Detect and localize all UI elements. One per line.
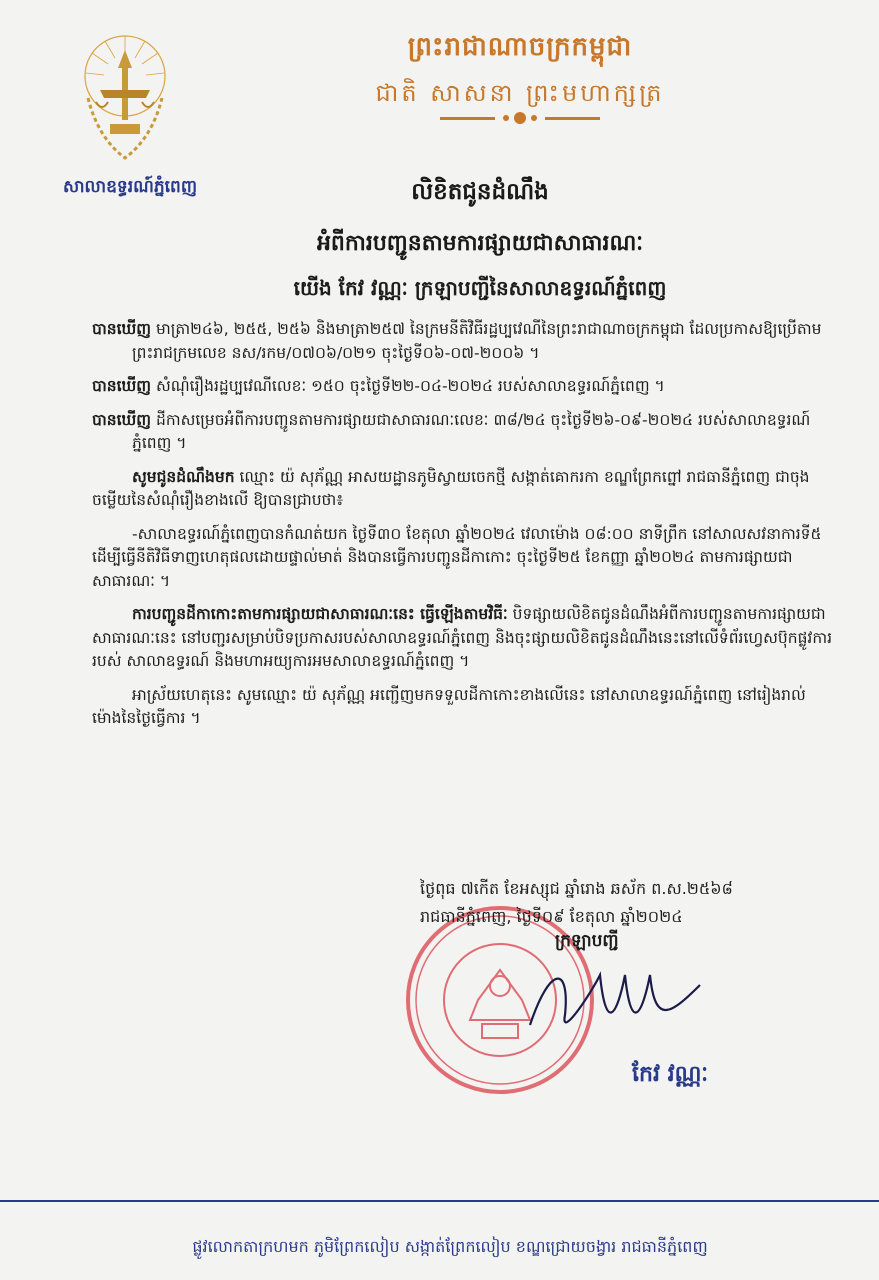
- paragraph-text: ឈ្មោះ យ៉ សុភ័ណ្ណ អាសយដ្ឋានភូមិស្វាយចេកថ្មី សង្កាត់គោករកា ខណ្ឌព្រែកព្នៅ រាជធានីភ្នំពេញ ជាចុងចម្លើយនៃសំណុំរឿងខាងលើ ឱ្យបានជ្រាបថា៖: [92, 467, 810, 509]
- signer-name: កែវ វណ្ណៈ: [632, 1061, 709, 1087]
- paragraph-5: -សាលាឧទ្ធរណ៍ភ្នំពេញបានកំណត់យក ថ្ងៃទី៣០ ខែតុលា ឆ្នាំ២០២៤ វេលាម៉ោង ០៨:០០ នាទីព្រឹក នៅសាលសវនាការទី៥ ដើម្បីធ្វើនីតិវិធីទាញហេតុផលដោយផ្ទាល់មាត់ និងបានធ្វើការបញ្ជូនដីកាកោះ ចុះថ្ងៃទី២៥ ខែកញ្ញា ឆ្នាំ២០២៤ តាមការផ្សាយជាសាធារណៈ ។: [92, 524, 822, 590]
- keyword: ការបញ្ជូនដីកាកោះតាមការផ្សាយជាសាធារណៈនេះ ធ្វើឡើងតាមវិធីៈ: [132, 605, 508, 623]
- paragraph-7: អាស្រ័យហេតុនេះ សូមឈ្មោះ យ៉ សុភ័ណ្ណ អញ្ជើញមកទទួលដីកាកោះខាងលើនេះ នៅសាលាឧទ្ធរណ៍ភ្នំពេញ នៅរៀងរាល់ម៉ោងនៃថ្ងៃធ្វើការ ។: [92, 685, 806, 727]
- issue-date: រាជធានីភ្នំពេញ, ថ្ងៃទី០៩ ខែតុលា ឆ្នាំ២០២៤: [420, 907, 683, 926]
- keyword: បានឃើញ: [92, 377, 152, 395]
- footer-divider: [0, 1200, 879, 1202]
- paragraph-text: សំណុំរឿងរដ្ឋប្បវេណីលេខៈ ១៥០ ចុះថ្ងៃទី២២-០៤-២០២៤ របស់សាលាឧទ្ធរណ៍ភ្នំពេញ ។: [151, 377, 665, 395]
- handwritten-signature-icon: [520, 955, 710, 1045]
- signature-block: [420, 875, 840, 931]
- keyword: សូមជូនដំណឹងមក: [132, 467, 235, 486]
- notice-body: [92, 318, 832, 741]
- keyword: បានឃើញ: [92, 410, 152, 429]
- keyword: បានឃើញ: [92, 320, 152, 338]
- court-name: សាលាឧទ្ធរណ៍ភ្នំពេញ: [62, 177, 198, 197]
- title-line-1: លិខិតជូនដំណឹង: [411, 178, 549, 205]
- paragraph-6: [92, 603, 832, 674]
- paragraph-4: [92, 466, 832, 513]
- paragraph-text: មាត្រា២៤៦, ២៥៥, ២៥៦ និងមាត្រា២៥៧ នៃក្រមនីតិវិធីរដ្ឋប្បវេណីនៃព្រះរាជាណាចក្រកម្ពុជា ដែលប្រកាសឱ្យប្រើតាមព្រះរាជក្រមលេខ នស/រកម/០៧០៦/០២១ ចុះថ្ងៃទី០៦-០៧-២០០៦ ។: [132, 320, 822, 362]
- paragraph-2: [92, 375, 832, 399]
- title-line-2: អំពីការបញ្ជូនតាមការផ្សាយជាសាធារណៈ: [316, 230, 644, 256]
- kingdom-motto: [330, 30, 710, 113]
- signer-title: ក្រឡាបញ្ជី: [555, 931, 619, 951]
- footer-address: ផ្លូវលោកតាក្រហមក ភូមិព្រែកលៀប សង្កាត់ព្រែកលៀប ខណ្ឌជ្រោយចង្វារ រាជធានីភ្នំពេញ: [192, 1237, 708, 1256]
- paragraph-text: ដីកាសម្រេចអំពីការបញ្ជូនតាមការផ្សាយជាសាធារណៈលេខៈ ៣៨/២៤ ចុះថ្ងៃទី២៦-០៩-២០២៤ របស់សាលាឧទ្ធរណ៍ភ្នំពេញ ។: [132, 410, 811, 452]
- ornament-divider-icon: [430, 108, 610, 130]
- paragraph-text: បិទផ្សាយលិខិតជូនដំណឹងអំពីការបញ្ជូនតាមការផ្សាយជាសាធារណៈនេះ នៅបញ្ជរសម្រាប់បិទប្រកាសរបស់សាលាឧទ្ធរណ៍ភ្នំពេញ និងចុះផ្សាយលិខិតជូនដំណឹងនេះនៅលើទំព័រហ្វេសប៊ុកផ្លូវការរបស់ សាលាឧទ្ធរណ៍ និងមហាអយ្យការអមសាលាឧទ្ធរណ៍ភ្នំពេញ ។: [92, 605, 833, 670]
- national-motto: ជាតិ សាសនា ព្រះមហាក្សត្រ: [375, 79, 665, 107]
- lunar-date: ថ្ងៃពុធ ៧កើត ខែអស្សុជ ឆ្នាំរោង ឆស័ក ព.ស.២៥៦៨: [420, 879, 733, 898]
- paragraph-3: [92, 409, 832, 456]
- court-emblem-icon: [70, 28, 180, 168]
- document-title: [230, 178, 730, 261]
- paragraph-1: [92, 318, 832, 365]
- kingdom-name: ព្រះរាជាណាចក្រកម្ពុជា: [407, 32, 633, 62]
- issuer-line: យើង កែវ វណ្ណៈ ក្រឡាបញ្ជីនៃសាលាឧទ្ធរណ៍ភ្នំពេញ: [293, 276, 667, 300]
